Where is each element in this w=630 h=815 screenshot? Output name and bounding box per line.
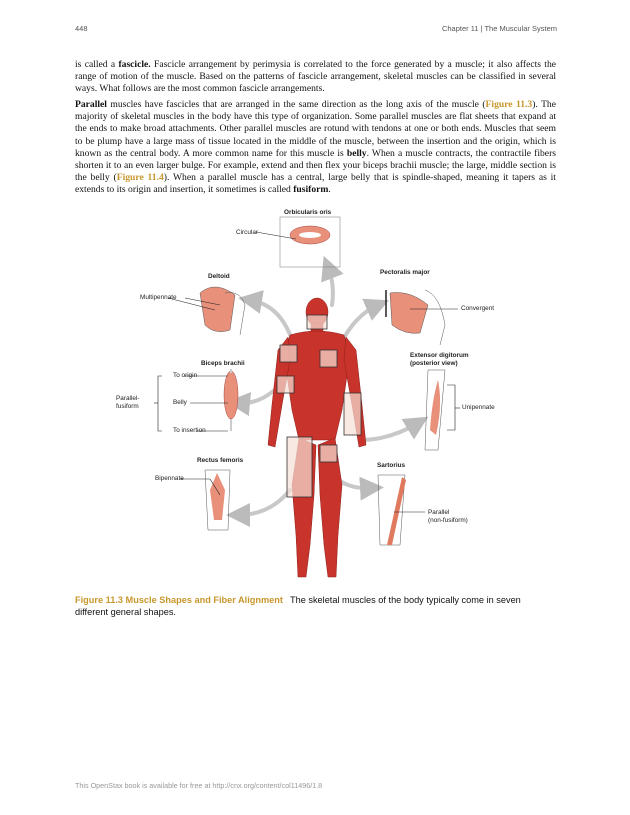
- term-fascicle: fascicle.: [118, 59, 151, 70]
- rectus-femoris-illustration: [180, 470, 230, 530]
- label-biceps-brachii: Biceps brachii: [201, 360, 245, 367]
- label-deltoid: Deltoid: [208, 273, 230, 280]
- term-belly: belly: [346, 147, 367, 159]
- label-line: Parallel: [428, 509, 450, 516]
- label-line: Parallel-: [116, 395, 140, 402]
- text: is called a: [75, 59, 119, 70]
- figure-caption: [75, 595, 556, 618]
- sartorius-illustration: [378, 475, 425, 545]
- label-bipennate: Bipennate: [155, 475, 184, 482]
- label-pectoralis-major: Pectoralis major: [380, 269, 430, 276]
- text: ). The majority of skeletal muscles in the body have this type of organization. Some parallel muscles are flat sheets that expand at the ends to make broad attachments. Other parallel muscles are rotund with tendons at one or both ends. Muscles that seem to be plump have a large mass of tissue located in the middle of the muscle, between the insertion and the origin, which is known as the central body. A more common name for this muscle is: [75, 99, 556, 159]
- text: .: [328, 184, 331, 196]
- label-orbicularis-oris: Orbicularis oris: [284, 209, 332, 216]
- pectoralis-major-illustration: [386, 290, 458, 345]
- caption-text: The skeletal muscles of the body typically come in seven different general shapes.: [75, 595, 521, 617]
- label-to-origin: To origin: [173, 372, 198, 379]
- text: . When a muscle contracts, the contractile fibers shorten it to an even larger bulge. For example, extend and then flex your biceps brachii muscle; the large, middle section is the belly (: [75, 147, 556, 184]
- text: Fascicle arrangement by perimysia is correlated to the force generated by a muscle; it also affects the range of motion of the muscle. Based on the patterns of fascicle arrangement, skeletal muscles can be classified in several ways. What follows are the most common fascicle arrangements.: [75, 59, 556, 95]
- term-parallel: Parallel: [75, 99, 107, 110]
- paragraph-parallel: [75, 99, 556, 197]
- label-line: (non-fusiform): [428, 517, 468, 524]
- label-line: Extensor digitorum: [410, 352, 469, 359]
- label-parallel-fusiform: [116, 395, 139, 411]
- paragraph-fascicle: [75, 59, 556, 96]
- caption-title: Figure 11.3 Muscle Shapes and Fiber Alignment: [75, 595, 283, 605]
- label-convergent: Convergent: [461, 305, 495, 312]
- label-parallel-nonfusiform: [428, 509, 468, 525]
- human-body: [268, 298, 366, 577]
- muscle-illustration: [110, 205, 520, 585]
- deltoid-illustration: [168, 287, 245, 335]
- extensor-digitorum-illustration: [425, 370, 460, 450]
- label-line: (posterior view): [410, 360, 458, 367]
- text: ). When a parallel muscle has a central, large belly that is spindle-shaped, meaning it tapers as it extends to its origin and insertion, it sometimes is called: [75, 172, 556, 196]
- label-belly: Belly: [173, 399, 187, 406]
- footer-attribution: This OpenStax book is available for free at http://cnx.org/content/col11496/1.8: [75, 781, 323, 790]
- label-unipennate: Unipennate: [462, 404, 495, 411]
- label-line: fusiform: [116, 403, 139, 410]
- figure-link-11-4[interactable]: Figure 11.4: [116, 172, 164, 184]
- muscle-shapes-figure: [110, 205, 520, 585]
- label-rectus-femoris: Rectus femoris: [197, 457, 244, 464]
- label-circular: Circular: [236, 229, 259, 236]
- chapter-header: Chapter 11 | The Muscular System: [441, 24, 557, 33]
- label-multipennate: Multipennate: [140, 294, 177, 301]
- label-extensor-digitorum: [410, 352, 469, 368]
- orbicularis-oris-illustration: [256, 217, 340, 267]
- text: muscles have fascicles that are arranged in the same direction as the long axis of the muscle (: [106, 99, 486, 110]
- term-fusiform: fusiform: [293, 184, 329, 196]
- figure-link-11-3[interactable]: Figure 11.3: [485, 99, 533, 110]
- label-sartorius: Sartorius: [377, 462, 406, 469]
- page-number: 448: [75, 24, 88, 33]
- label-to-insertion: To insertion: [173, 427, 206, 434]
